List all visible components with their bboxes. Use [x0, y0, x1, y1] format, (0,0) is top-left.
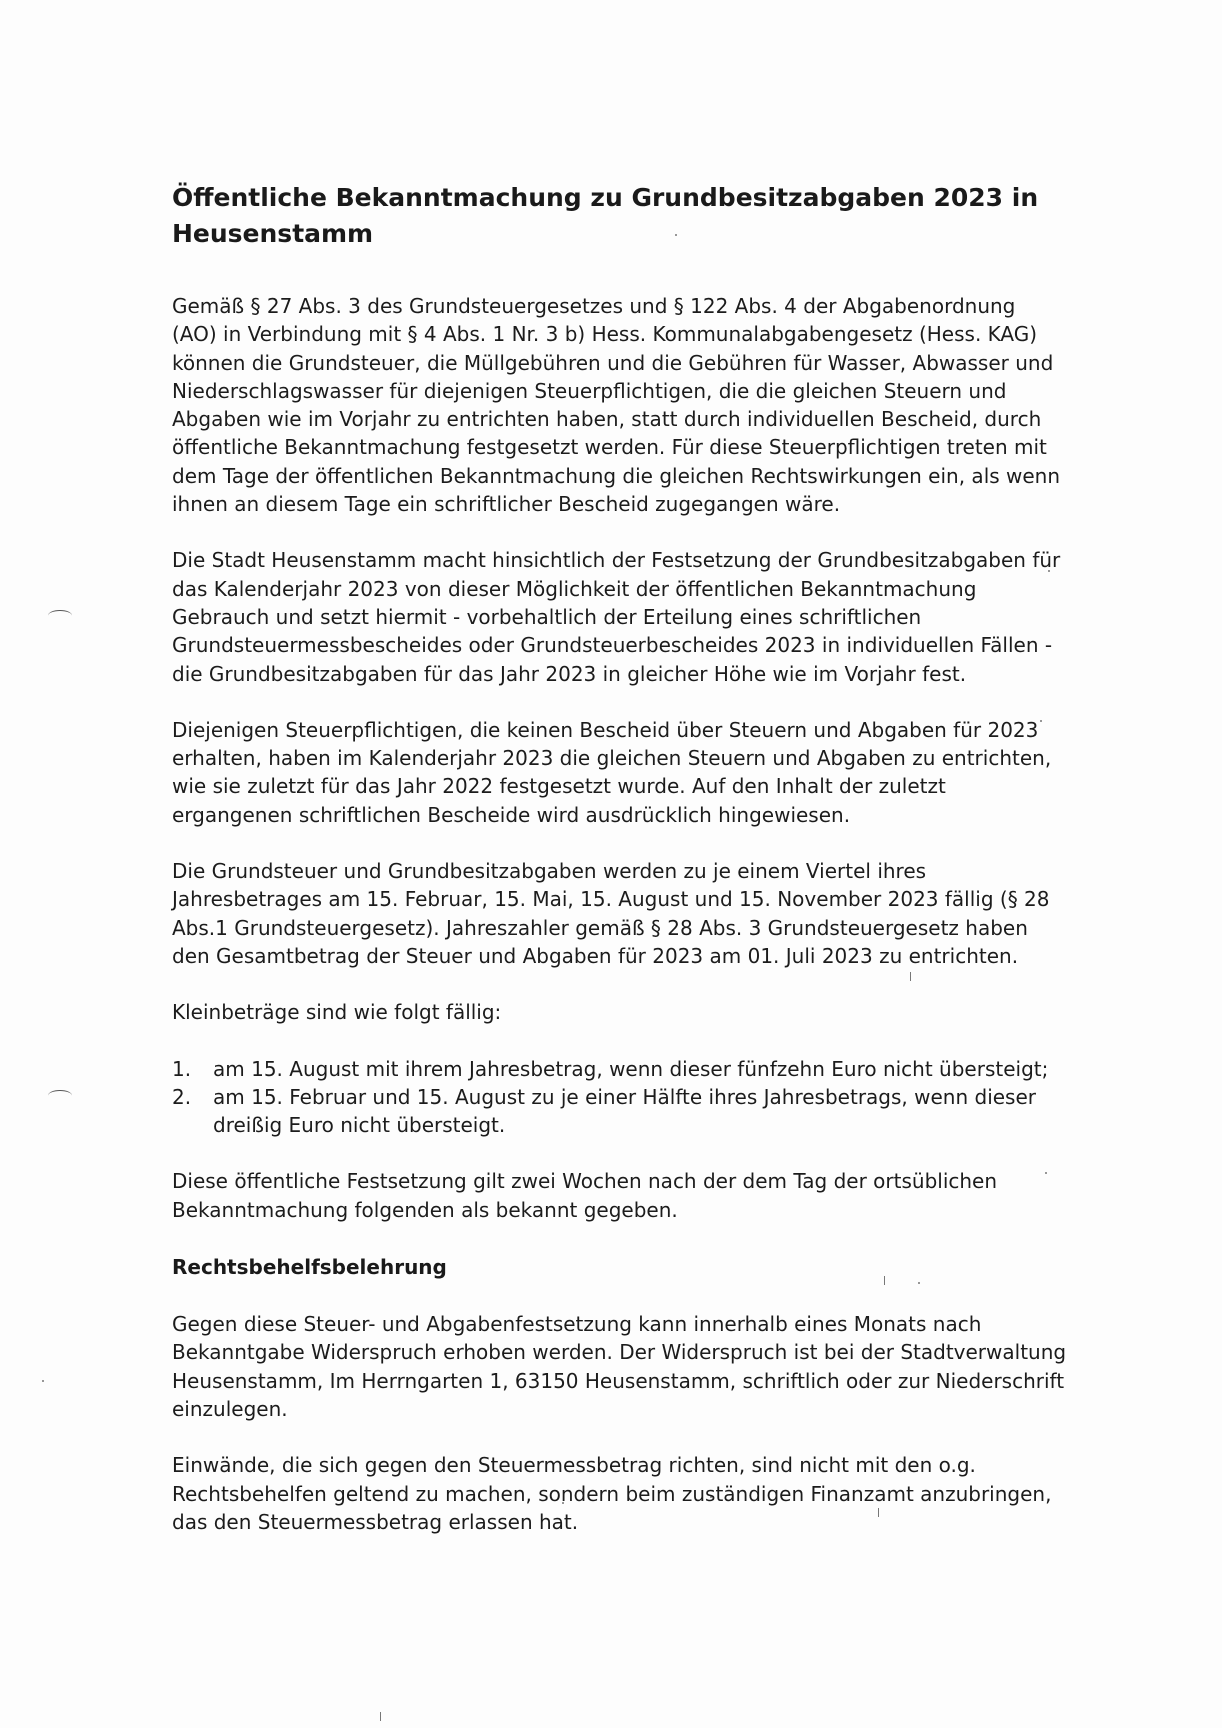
- small-amounts-list: [172, 1055, 1072, 1140]
- paragraph-validity: [172, 1167, 1072, 1224]
- text-line: die Grundbesitzabgaben für das Jahr 2023 in gleicher Höhe wie im Vorjahr fest.: [172, 661, 967, 686]
- document-title: Öffentliche Bekanntmachung zu Grundbesitzabgaben 2023 in Heusenstamm: [172, 183, 1039, 248]
- text-line: dem Tage der öffentlichen Bekanntmachung die gleichen Rechtswirkungen ein, als wenn: [172, 463, 1061, 488]
- paragraph-due-dates: [172, 857, 1072, 970]
- text-line: Jahresbetrages am 15. Februar, 15. Mai, 15. August und 15. November 2023 fällig (§ 28: [172, 887, 1050, 912]
- text-line: am 15. August mit ihrem Jahresbetrag, wenn dieser fünfzehn Euro nicht übersteigt;: [213, 1056, 1049, 1081]
- section-heading: Rechtsbehelfsbelehrung: [172, 1255, 447, 1280]
- list-number: 1.: [172, 1056, 192, 1081]
- text-line: Die Stadt Heusenstamm macht hinsichtlich der Festsetzung der Grundbesitzabgaben für: [172, 548, 1061, 573]
- text-line: ihnen an diesem Tage ein schriftlicher Bescheid zugegangen wäre.: [172, 492, 841, 517]
- text-line: Die Grundsteuer und Grundbesitzabgaben werden zu je einem Viertel ihres: [172, 859, 927, 884]
- text-line: wie sie zuletzt für das Jahr 2022 festgesetzt wurde. Auf den Inhalt der zuletzt: [172, 774, 946, 799]
- paragraph-city-decision: [172, 546, 1072, 687]
- text-line: das Kalenderjahr 2023 von dieser Möglichkeit der öffentlichen Bekanntmachung: [172, 576, 977, 601]
- text-line: öffentliche Bekanntmachung festgesetzt werden. Für diese Steuerpflichtigen treten mit: [172, 435, 1047, 460]
- text-line: einzulegen.: [172, 1396, 288, 1421]
- text-line: Gebrauch und setzt hiermit - vorbehaltlich der Erteilung eines schriftlichen: [172, 604, 922, 629]
- text-line: Grundsteuermessbescheides oder Grundsteuerbescheides 2023 in individuellen Fällen -: [172, 633, 1053, 658]
- scan-mark: [380, 1712, 381, 1721]
- text-line: Diese öffentliche Festsetzung gilt zwei Wochen nach der dem Tag der ortsüblichen: [172, 1169, 998, 1194]
- scan-mark: [48, 610, 72, 621]
- text-line: Niederschlagswasser für diejenigen Steuerpflichtigen, die die gleichen Steuern und: [172, 378, 1007, 403]
- text-line: Einwände, die sich gegen den Steuermessbetrag richten, sind nicht mit den o.g.: [172, 1453, 976, 1478]
- list-item: [172, 1083, 1072, 1140]
- paragraph-objection: [172, 1310, 1072, 1423]
- paragraph-small-amounts: [172, 998, 1072, 1026]
- text-line: Abgaben wie im Vorjahr zu entrichten haben, statt durch individuellen Bescheid, durch: [172, 407, 1042, 432]
- paragraph-tax-office: [172, 1451, 1072, 1536]
- text-line: Gegen diese Steuer- und Abgabenfestsetzung kann innerhalb eines Monats nach: [172, 1312, 982, 1337]
- text-line: ergangenen schriftlichen Bescheide wird ausdrücklich hingewiesen.: [172, 802, 851, 827]
- list-number: 2.: [172, 1084, 192, 1109]
- text-line: Rechtsbehelfen geltend zu machen, sondern beim zuständigen Finanzamt anzubringen,: [172, 1481, 1052, 1506]
- text-line: das den Steuermessbetrag erlassen hat.: [172, 1509, 579, 1534]
- text-line: Kleinbeträge sind wie folgt fällig:: [172, 1000, 502, 1025]
- text-line: (AO) in Verbindung mit § 4 Abs. 1 Nr. 3 b) Hess. Kommunalabgabengesetz (Hess. KAG): [172, 322, 1038, 347]
- document-body: [172, 180, 1072, 1564]
- paragraph-no-notice: [172, 716, 1072, 829]
- list-item: [172, 1055, 1072, 1083]
- text-line: Heusenstamm, Im Herrngarten 1, 63150 Heusenstamm, schriftlich oder zur Niederschrift: [172, 1368, 1065, 1393]
- text-line: Gemäß § 27 Abs. 3 des Grundsteuergesetzes und § 122 Abs. 4 der Abgabenordnung: [172, 294, 1016, 318]
- paragraph-legal-basis: [172, 292, 1072, 518]
- text-line: am 15. Februar und 15. August zu je einer Hälfte ihres Jahresbetrags, wenn dieser: [213, 1084, 1036, 1109]
- text-line: können die Grundsteuer, die Müllgebühren und die Gebühren für Wasser, Abwasser und: [172, 350, 1054, 375]
- scan-mark: [48, 1090, 72, 1101]
- text-line: dreißig Euro nicht übersteigt.: [213, 1113, 506, 1138]
- text-line: erhalten, haben im Kalenderjahr 2023 die gleichen Steuern und Abgaben zu entrichten,: [172, 746, 1052, 771]
- text-line: Bekanntgabe Widerspruch erhoben werden. Der Widerspruch ist bei der Stadtverwaltung: [172, 1340, 1067, 1365]
- text-line: den Gesamtbetrag der Steuer und Abgaben für 2023 am 01. Juli 2023 zu entrichten.: [172, 943, 1019, 968]
- text-line: Bekanntmachung folgenden als bekannt gegeben.: [172, 1197, 678, 1222]
- text-line: Diejenigen Steuerpflichtigen, die keinen Bescheid über Steuern und Abgaben für 2023: [172, 717, 1039, 742]
- text-line: Abs.1 Grundsteuergesetz). Jahreszahler gemäß § 28 Abs. 3 Grundsteuergesetz haben: [172, 915, 1028, 940]
- scan-mark: [42, 1380, 44, 1382]
